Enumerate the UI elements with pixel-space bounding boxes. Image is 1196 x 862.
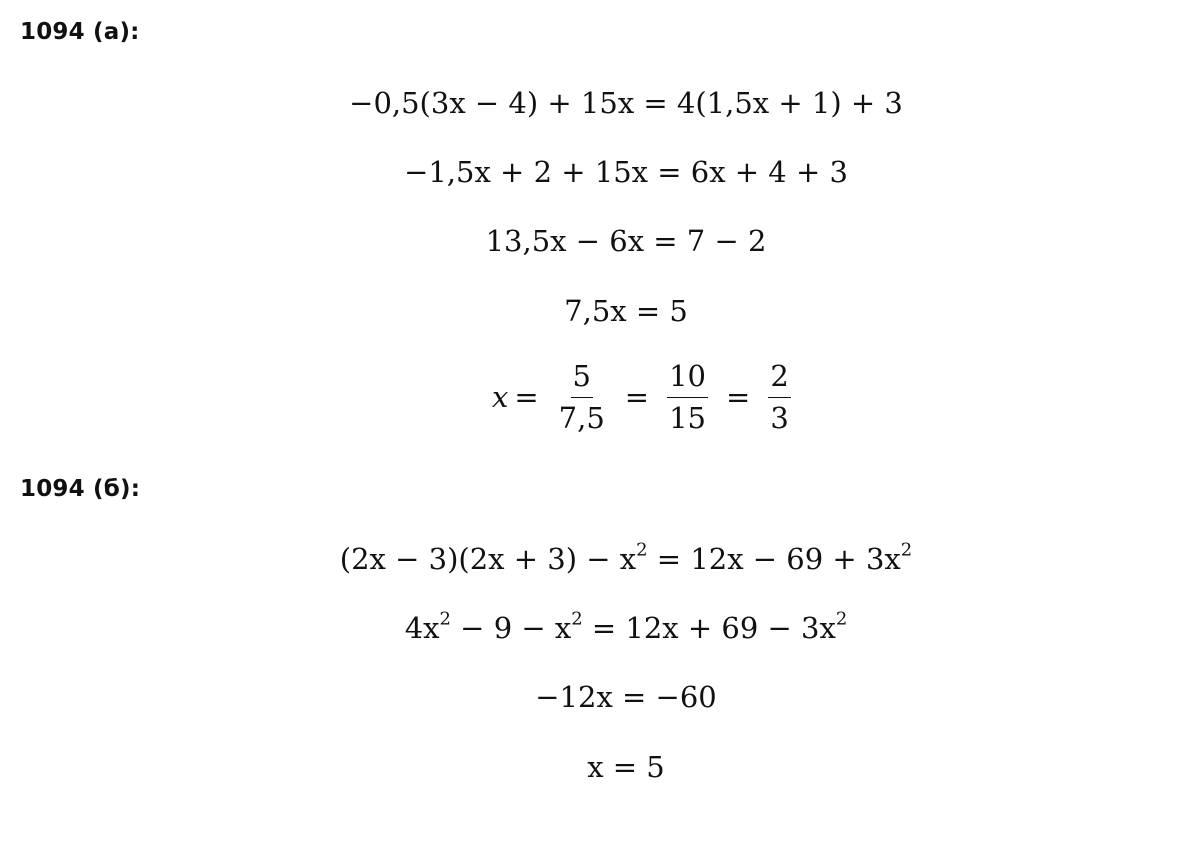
- exponent: 2: [835, 608, 848, 630]
- fraction-1: [557, 358, 607, 435]
- fraction-3-numerator: 2: [768, 362, 790, 398]
- equation-b-line-1-left: (2x − 3)(2x + 3) − x: [339, 542, 637, 576]
- fraction-2: [667, 358, 708, 435]
- equation-a-line-5: [0, 342, 1196, 452]
- equation-b-line-2: [0, 608, 1196, 645]
- exponent: 2: [439, 608, 451, 630]
- equals-sign: =: [624, 380, 650, 414]
- exponent: 2: [636, 539, 648, 561]
- exponent: 2: [900, 539, 913, 561]
- equals-sign: =: [514, 380, 539, 414]
- fraction-2-denominator: 15: [669, 400, 707, 435]
- part-a-heading: 1094 (а):: [20, 19, 140, 45]
- equation-b-line-1-right: = 12x − 69 + 3x: [647, 542, 901, 576]
- equation-b-line-2-part-2: − 9 − x: [450, 611, 572, 645]
- equation-b-line-3: −12x = −60: [535, 680, 717, 714]
- fraction-2-numerator: 10: [667, 362, 708, 398]
- equation-b-line-2-part-1: 4x: [404, 611, 440, 645]
- exponent: 2: [571, 608, 583, 630]
- equals-sign: =: [726, 380, 751, 414]
- fraction-1-numerator: 5: [571, 362, 593, 398]
- equation-a-line-2: −1,5x + 2 + 15x = 6x + 4 + 3: [404, 155, 848, 189]
- equation-a-line-1: −0,5(3x − 4) + 15x = 4(1,5x + 1) + 3: [349, 86, 903, 120]
- fraction-3-denominator: 3: [770, 400, 789, 435]
- fraction-3: [768, 358, 790, 435]
- equation-a-line-3: 13,5x − 6x = 7 − 2: [485, 224, 767, 258]
- fraction-chain: [492, 342, 803, 452]
- equation-b-line-4: x = 5: [587, 750, 665, 784]
- fraction-1-denominator: 7,5: [558, 400, 605, 435]
- equation-b-line-2-part-3: = 12x + 69 − 3x: [582, 611, 836, 645]
- part-b-heading: 1094 (б):: [20, 476, 141, 502]
- equation-a-line-4: 7,5x = 5: [564, 294, 688, 328]
- final-lhs: x: [492, 380, 509, 414]
- equation-b-line-1: [0, 539, 1196, 576]
